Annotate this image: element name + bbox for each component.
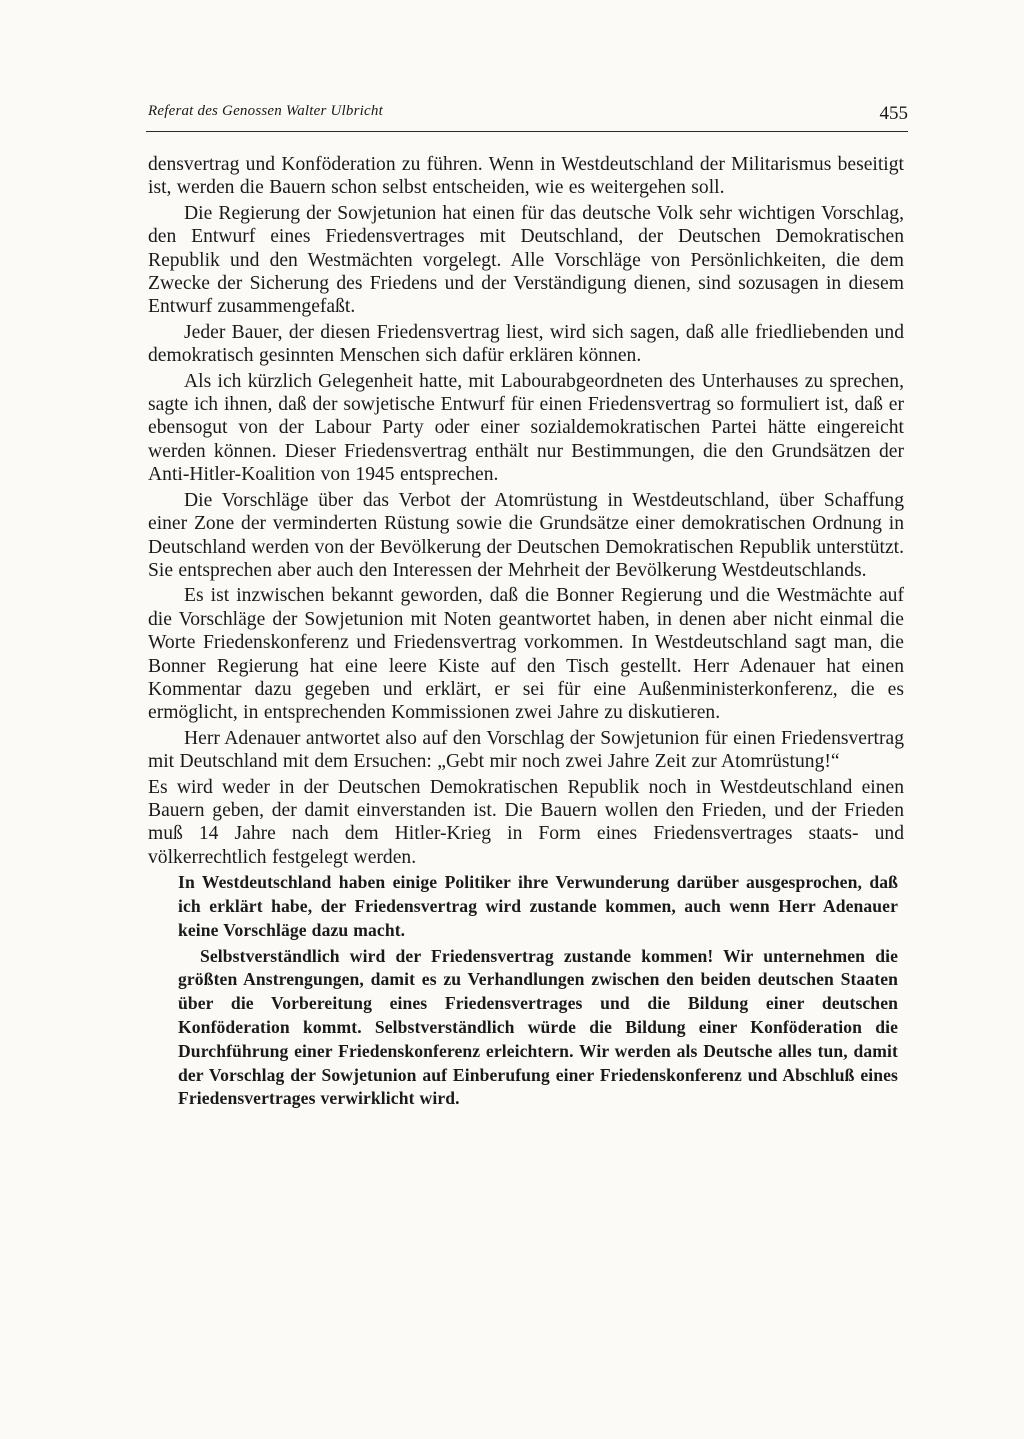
paragraph: Die Vorschläge über das Verbot der Atomrüstung in Westdeutschland, über Schaffung einer Zone der verminderten Rüstung sowie die Grundsätze einer demokratischen Ordnung in Deutschland werden von der Bevölkerung der Deutschen Demokratischen Republik unterstützt. Sie entsprechen aber auch den Interessen der Mehrheit der Bevölkerung Westdeutschlands. [148,489,904,581]
paragraph: Es ist inzwischen bekannt geworden, daß die Bonner Regierung und die Westmächte auf die Vorschläge der Sowjetunion mit Noten geantwortet haben, in denen aber nicht einmal die Worte Friedenskonferenz und Friedensvertrag vorkommen. In Westdeutschland sagt man, die Bonner Regierung hat eine leere Kiste auf den Tisch gestellt. Herr Adenauer hat einen Kommentar dazu gegeben und erklärt, er sei für eine Außenministerkonferenz, die es ermöglicht, in entsprechenden Kommissionen zwei Jahre zu diskutieren. [148,585,904,724]
page-number: 455 [879,103,908,124]
paragraph-continued: densvertrag und Konföderation zu führen. Wenn in Westdeutschland der Militarismus beseitigt ist, werden die Bauern schon selbst entscheiden, wie es weitergehen soll. [148,154,904,199]
running-title: Referat des Genossen Walter Ulbricht [148,103,383,119]
body-text [148,153,904,1113]
paragraph: Als ich kürzlich Gelegenheit hatte, mit Labourabgeordneten des Unterhauses zu sprechen, sagte ich ihnen, daß der sowjetische Entwurf für einen Friedensvertrag so formuliert ist, daß er ebensogut von der Labour Party oder einer sozialdemokratischen Partei hätte eingereicht werden können. Dieser Friedensvertrag enthält nur Bestimmungen, die den Grundsätzen der Anti-Hitler-Koalition von 1945 entsprechen. [148,370,904,486]
paragraph: Es wird weder in der Deutschen Demokratischen Republik noch in Westdeutschland einen Bauern geben, der damit einverstanden ist. Die Bauern wollen den Frieden, und der Frieden muß 14 Jahre nach dem Hitler-Krieg in Form eines Friedensvertrages staats- und völkerrechtlich festgelegt werden. [148,776,904,868]
paragraph: Herr Adenauer antwortet also auf den Vorschlag der Sowjetunion für einen Friedensvertrag mit Deutschland mit dem Ersuchen: „Gebt mir noch zwei Jahre Zeit zur Atomrüstung!“ [148,727,904,773]
bold-paragraph: In Westdeutschland haben einige Politiker ihre Verwunderung darüber ausgesprochen, daß ich erklärt habe, der Friedensvertrag wird zustande kommen, auch wenn Herr Adenauer keine Vorschläge dazu macht. [178,872,898,940]
paragraph: Jeder Bauer, der diesen Friedensvertrag liest, wird sich sagen, daß alle friedliebenden und demokratisch gesinnten Menschen sich dafür erklären können. [148,321,904,367]
bold-paragraph: Selbstverständlich wird der Friedensvertrag zustande kommen! Wir unternehmen die größten Anstrengungen, damit es zu Verhandlungen zwischen den beiden deutschen Staaten über die Vorbereitung eines Friedensvertrages und die Bildung einer deutschen Konföderation kommt. Selbstverständlich würde die Bildung einer Konföderation die Durchführung einer Friedenskonferenz erleichtern. Wir werden als Deutsche alles tun, damit der Vorschlag der Sowjetunion auf Einberufung einer Friedenskonferenz und Abschluß eines Friedensvertrages verwirklicht wird. [178,945,898,1109]
paragraph: Die Regierung der Sowjetunion hat einen für das deutsche Volk sehr wichtigen Vorschlag, den Entwurf eines Friedensvertrages mit Deutschland, der Deutschen Demokratischen Republik und den Westmächten vorgelegt. Alle Vorschläge von Persönlichkeiten, die dem Zwecke der Sicherung des Friedens und der Verständigung dienen, sind sozusagen in diesem Entwurf zusammengefaßt. [148,202,904,318]
running-header [146,101,908,132]
bold-emphasis-section [148,871,904,1111]
